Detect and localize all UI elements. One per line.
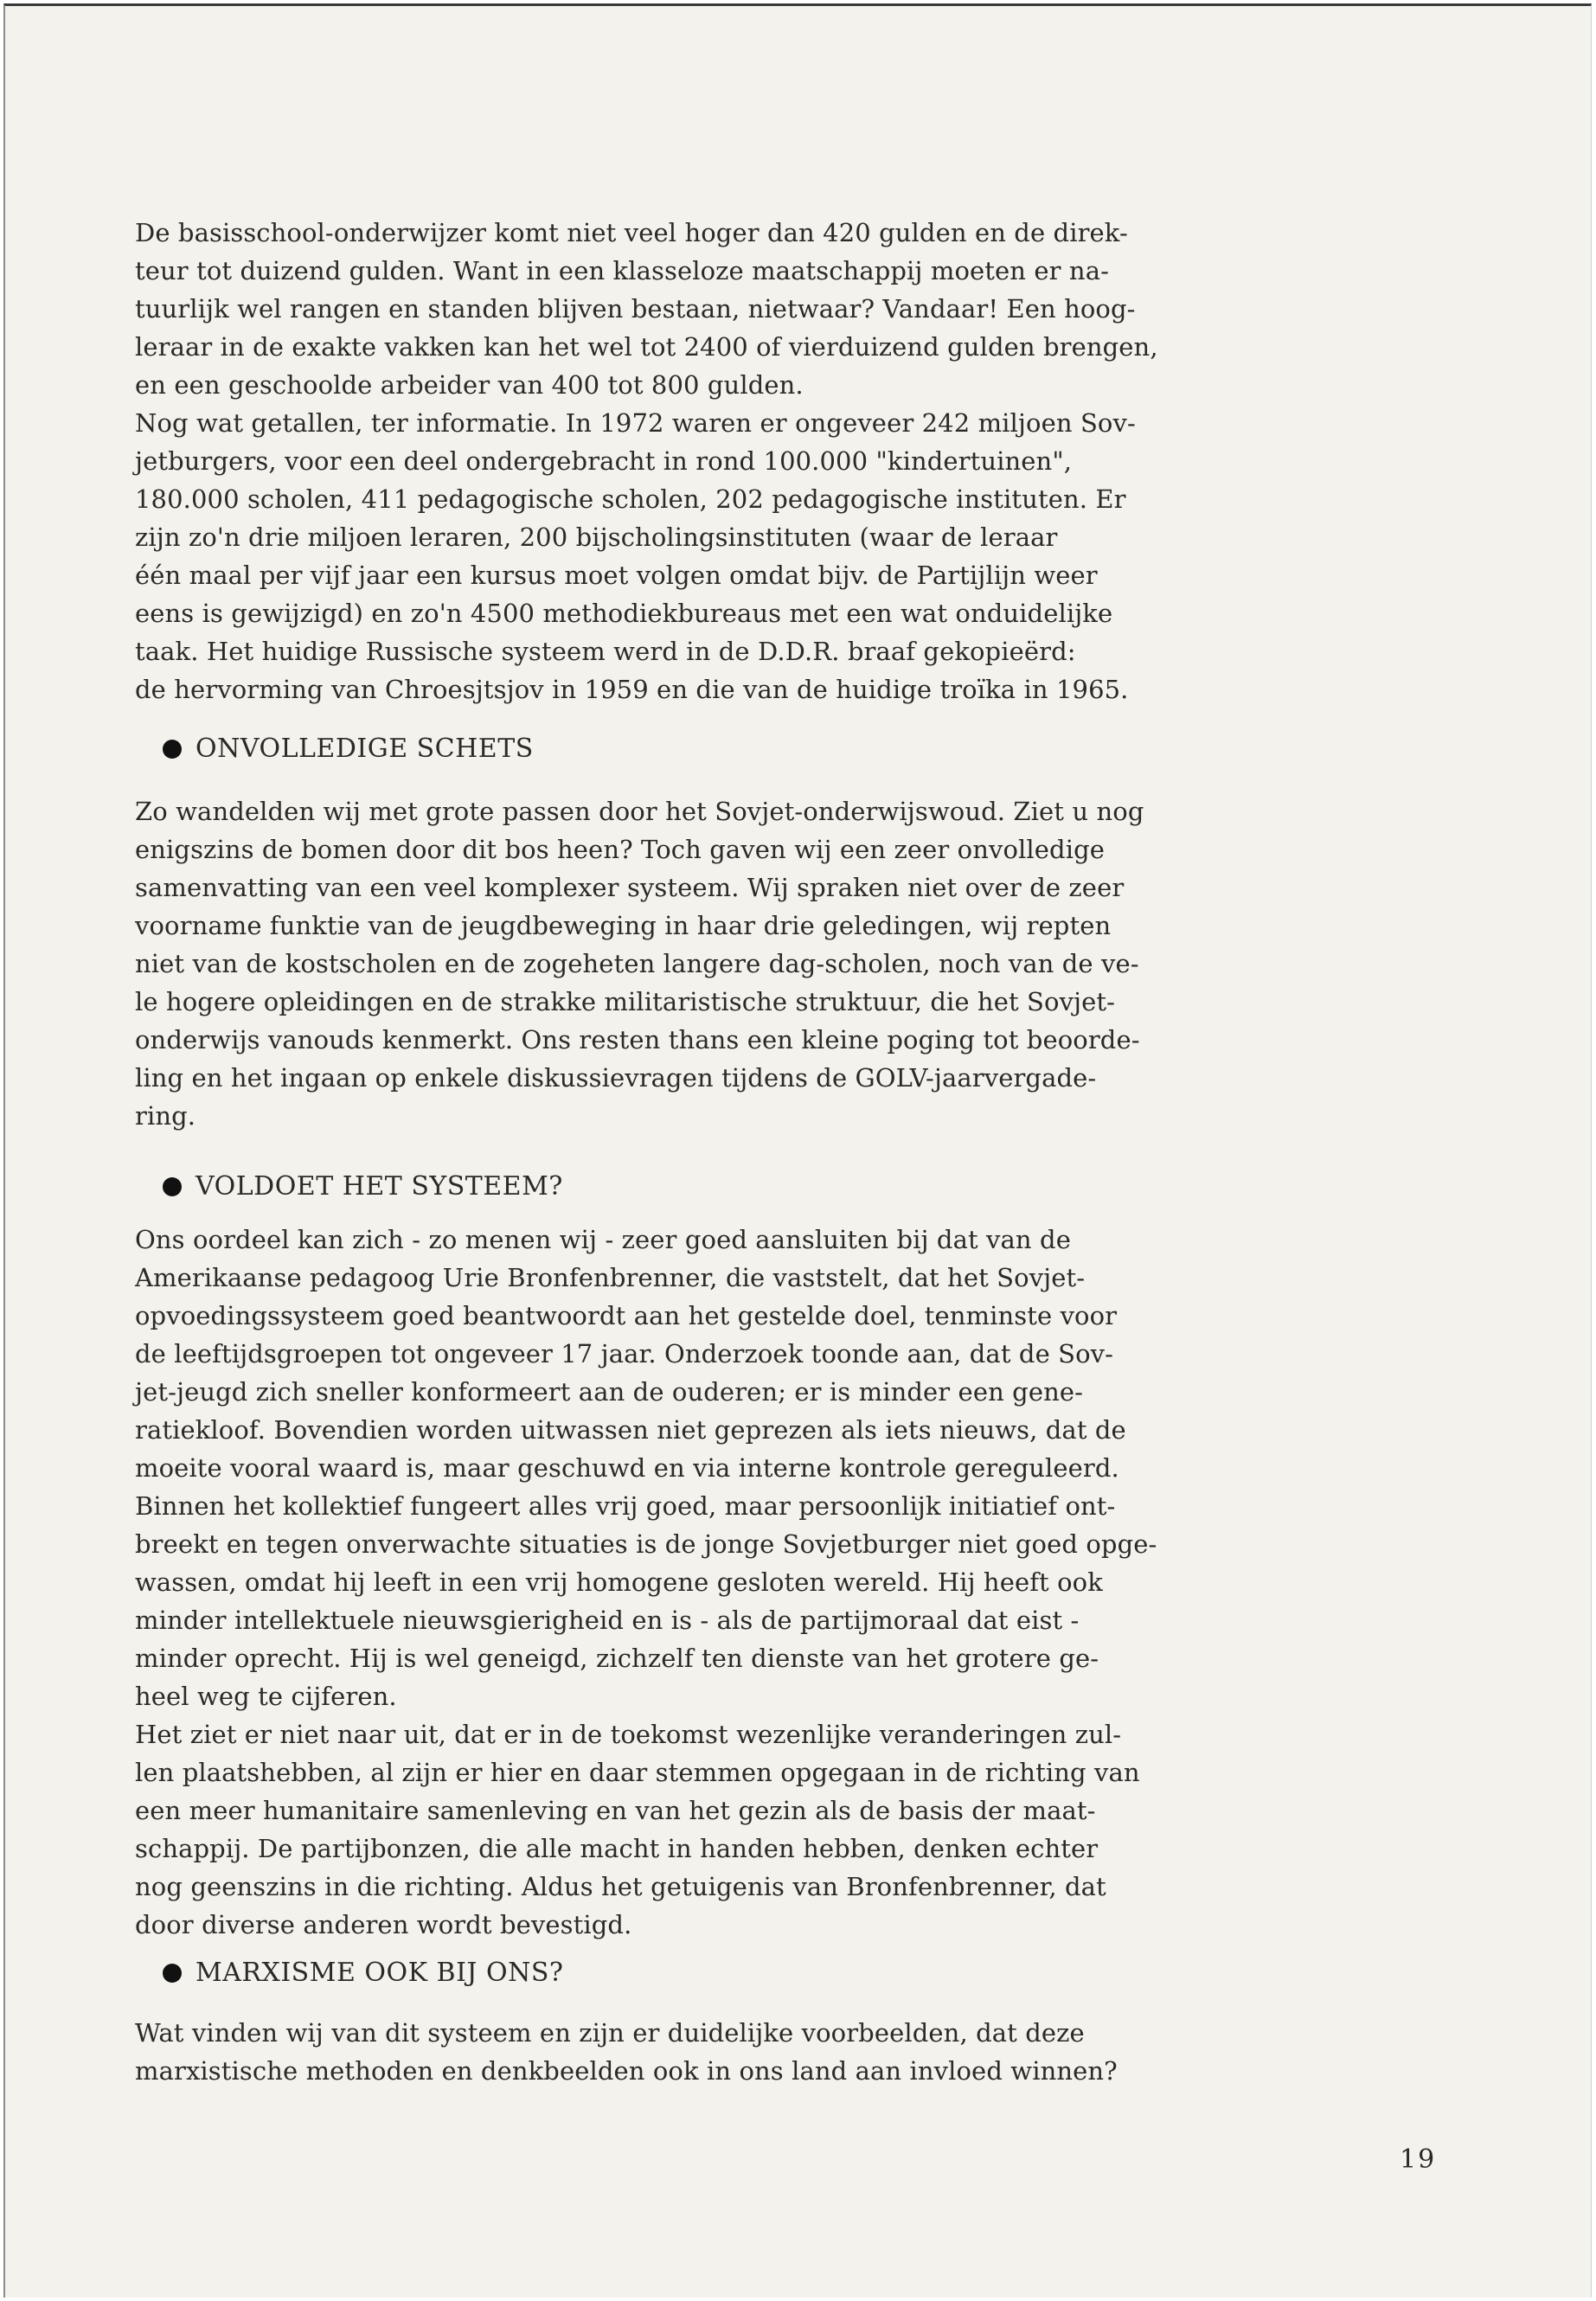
text-line: niet van de kostscholen en de zogeheten langere dag-scholen, noch van de ve- [135, 949, 1139, 978]
text-line: schappij. De partijbonzen, die alle macht in handen hebben, denken echter [135, 1834, 1099, 1863]
bullet-dot-icon [163, 1964, 182, 1983]
section-heading-text: VOLDOET HET SYSTEEM? [195, 1171, 563, 1202]
paragraph-2 [135, 792, 1450, 1135]
text-line: tuurlijk wel rangen en standen blijven bestaan, nietwaar? Vandaar! Een hoog- [135, 294, 1136, 324]
text-line: leraar in de exakte vakken kan het wel tot 2400 of vierduizend gulden brengen, [135, 332, 1158, 362]
text-line: jet-jeugd zich sneller konformeert aan de ouderen; er is minder een gene- [135, 1377, 1084, 1407]
section-heading-marxisme-ook-bij-ons [135, 1954, 1450, 1992]
text-line: opvoedingssysteem goed beantwoordt aan het gestelde doel, tenminste voor [135, 1301, 1118, 1330]
text-line: voorname funktie van de jeugdbeweging in haar drie geledingen, wij repten [135, 911, 1112, 940]
text-line: onderwijs vanouds kenmerkt. Ons resten thans een kleine poging tot beoorde- [135, 1025, 1140, 1054]
text-line: nog geenszins in die richting. Aldus het getuigenis van Bronfenbrenner, dat [135, 1872, 1106, 1901]
text-line: minder oprecht. Hij is wel geneigd, zichzelf ten dienste van het grotere ge- [135, 1644, 1099, 1673]
text-line: heel weg te cijferen. [135, 1682, 397, 1711]
section-heading-text: ONVOLLEDIGE SCHETS [195, 734, 534, 764]
text-line: 180.000 scholen, 411 pedagogische scholen, 202 pedagogische instituten. Er [135, 484, 1126, 514]
text-line: teur tot duizend gulden. Want in een klasseloze maatschappij moeten er na- [135, 256, 1109, 285]
page-content [135, 214, 1450, 2090]
text-line: wassen, omdat hij leeft in een vrij homogene gesloten wereld. Hij heeft ook [135, 1567, 1103, 1597]
text-line: één maal per vijf jaar een kursus moet volgen omdat bijv. de Partijlijn weer [135, 561, 1098, 590]
text-line: Nog wat getallen, ter informatie. In 1972 waren er ongeveer 242 miljoen Sov- [135, 408, 1136, 438]
text-line: ring. [135, 1101, 196, 1131]
text-line: Ons oordeel kan zich - zo menen wij - zeer goed aansluiten bij dat van de [135, 1225, 1071, 1254]
text-line: enigszins de bomen door dit bos heen? Toch gaven wij een zeer onvolledige [135, 835, 1106, 864]
text-line: Amerikaanse pedagoog Urie Bronfenbrenner, die vaststelt, dat het Sovjet- [135, 1263, 1086, 1292]
section-heading-text: MARXISME OOK BIJ ONS? [195, 1958, 564, 1988]
text-line: de leeftijdsgroepen tot ongeveer 17 jaar. Onderzoek toonde aan, dat de Sov- [135, 1339, 1114, 1368]
text-line: marxistische methoden en denkbeelden ook in ons land aan invloed winnen? [135, 2056, 1118, 2086]
text-line: len plaatshebben, al zijn er hier en daar stemmen opgegaan in de richting van [135, 1758, 1140, 1787]
text-line: De basisschool-onderwijzer komt niet veel hoger dan 420 gulden en de direk- [135, 218, 1128, 247]
text-line: zijn zo'n drie miljoen leraren, 200 bijscholingsinstituten (waar de leraar [135, 522, 1058, 552]
text-line: Wat vinden wij van dit systeem en zijn er duidelijke voorbeelden, dat deze [135, 2018, 1085, 2048]
text-line: ratiekloof. Bovendien worden uitwassen niet geprezen als iets nieuws, dat de [135, 1415, 1126, 1445]
bullet-dot-icon [163, 1177, 182, 1196]
text-line: ling en het ingaan op enkele diskussievragen tijdens de GOLV-jaarvergade- [135, 1063, 1097, 1093]
text-line: eens is gewijzigd) en zo'n 4500 methodiekbureaus met een wat onduidelijke [135, 599, 1113, 628]
page-number: 19 [1400, 2144, 1437, 2175]
text-line: moeite vooral waard is, maar geschuwd en via interne kontrole gereguleerd. [135, 1453, 1119, 1483]
paragraph-3 [135, 1221, 1450, 1944]
text-line: Zo wandelden wij met grote passen door het Sovjet-onderwijswoud. Ziet u nog [135, 797, 1144, 826]
text-line: taak. Het huidige Russische systeem werd in de D.D.R. braaf gekopieërd: [135, 637, 1076, 666]
text-line: breekt en tegen onverwachte situaties is de jonge Sovjetburger niet goed opge- [135, 1529, 1157, 1559]
text-line: en een geschoolde arbeider van 400 tot 800 gulden. [135, 370, 804, 400]
text-line: door diverse anderen wordt bevestigd. [135, 1910, 632, 1939]
text-line: le hogere opleidingen en de strakke militaristische struktuur, die het Sovjet- [135, 987, 1116, 1016]
text-line: Het ziet er niet naar uit, dat er in de toekomst wezenlijke veranderingen zul- [135, 1720, 1122, 1749]
bullet-dot-icon [163, 740, 182, 759]
text-line: jetburgers, voor een deel ondergebracht in rond 100.000 "kindertuinen", [135, 446, 1073, 476]
text-line: samenvatting van een veel komplexer systeem. Wij spraken niet over de zeer [135, 873, 1125, 902]
section-heading-voldoet-het-systeem [135, 1168, 1450, 1206]
text-line: de hervorming van Chroesjtsjov in 1959 en die van de huidige troïka in 1965. [135, 675, 1129, 704]
document-page [3, 3, 1592, 2298]
text-line: een meer humanitaire samenleving en van het gezin als de basis der maat- [135, 1796, 1096, 1825]
text-line: Binnen het kollektief fungeert alles vrij goed, maar persoonlijk initiatief ont- [135, 1491, 1116, 1521]
paragraph-1 [135, 214, 1450, 708]
paragraph-4 [135, 2014, 1450, 2090]
section-heading-onvolledige-schets [135, 730, 1450, 768]
text-line: minder intellektuele nieuwsgierigheid en is - als de partijmoraal dat eist - [135, 1606, 1080, 1635]
